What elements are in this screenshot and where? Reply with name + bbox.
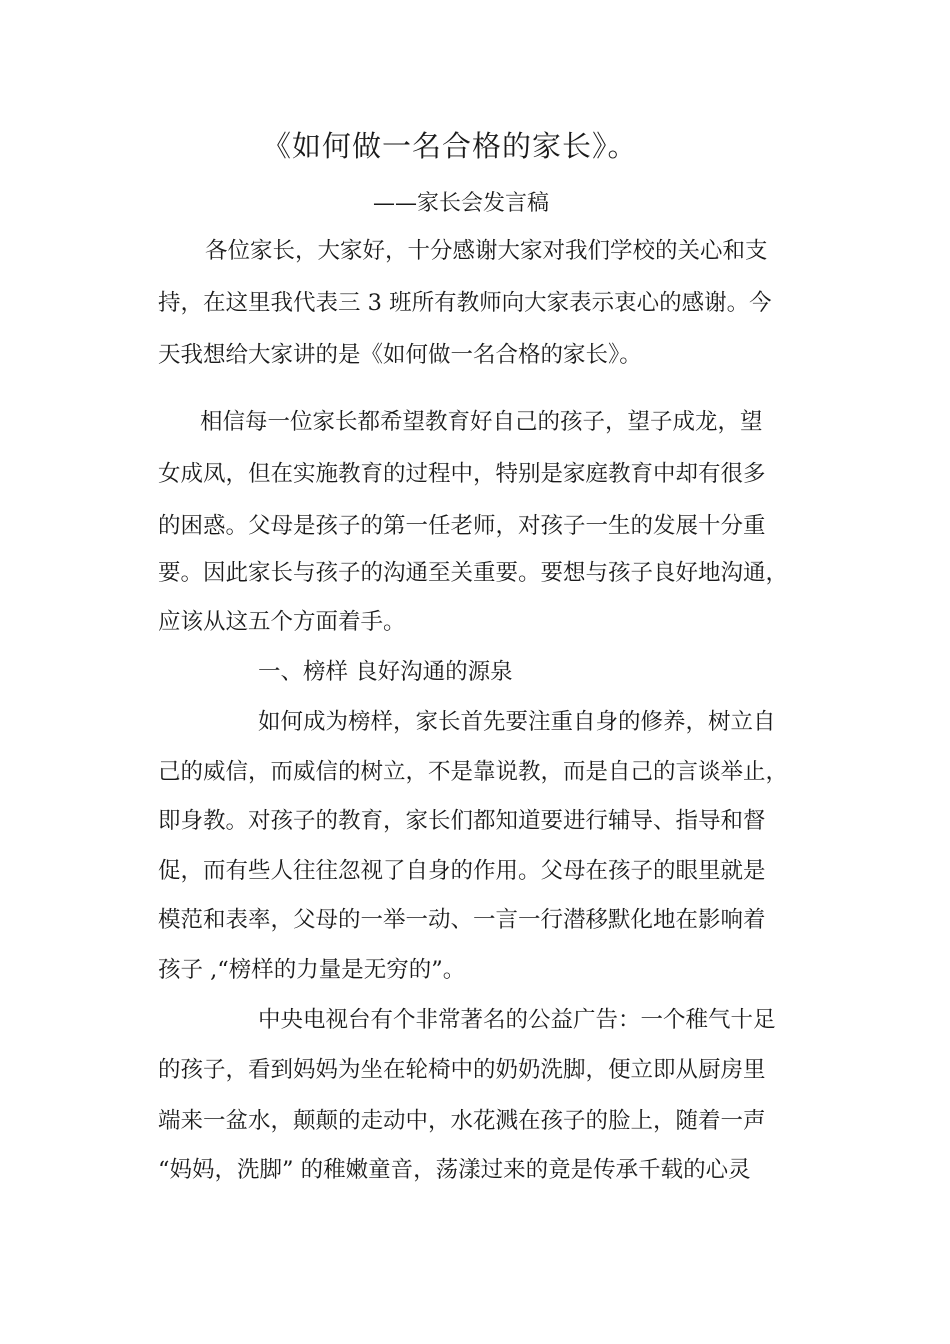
paragraph-line: 相信每一位家长都希望教育好自己的孩子，望子成龙，望 (200, 409, 763, 435)
paragraph-line: 中央电视台有个非常著名的公益广告：一个稚气十足 (258, 1007, 776, 1033)
paragraph-line: 女成凤，但在实施教育的过程中，特别是家庭教育中却有很多 (158, 461, 766, 487)
section-heading: 一、榜样 良好沟通的源泉 (258, 659, 513, 685)
paragraph-line: 即身教。对孩子的教育，家长们都知道要进行辅导、指导和督 (158, 808, 766, 834)
paragraph-line: 的孩子，看到妈妈为坐在轮椅中的奶奶洗脚，便立即从厨房里 (158, 1057, 766, 1083)
document-subtitle: ——家长会发言稿 (373, 191, 550, 216)
paragraph-line: 促，而有些人往往忽视了自身的作用。父母在孩子的眼里就是 (158, 858, 766, 884)
paragraph-line: 的困惑。父母是孩子的第一任老师，对孩子一生的发展十分重 (158, 513, 766, 539)
paragraph-line: 要。因此家长与孩子的沟通至关重要。要想与孩子良好地沟通， (158, 560, 789, 586)
paragraph-line: 应该从这五个方面着手。 (158, 609, 406, 635)
paragraph-line: 模范和表率，父母的一举一动、一言一行潜移默化地在影响着 (158, 907, 766, 933)
paragraph-line: 各位家长，大家好，十分感谢大家对我们学校的关心和支 (205, 238, 768, 264)
paragraph-line: 持，在这里我代表三 3 班所有教师向大家表示衷心的感谢。今 (158, 290, 772, 316)
paragraph-line: 己的威信，而威信的树立，不是靠说教，而是自己的言谈举止， (158, 759, 789, 785)
paragraph-line: 如何成为榜样，家长首先要注重自身的修养，树立自 (258, 709, 776, 735)
paragraph-line: 天我想给大家讲的是《如何做一名合格的家长》。 (158, 342, 642, 368)
paragraph-line: 孩子 ,“榜样的力量是无穷的”。 (158, 957, 466, 983)
paragraph-line: “妈妈，洗脚” 的稚嫩童音，荡漾过来的竟是传承千载的心灵 (158, 1157, 751, 1183)
document-title: 《如何做一名合格的家长》。 (262, 129, 638, 163)
paragraph-line: 端来一盆水，颠颠的走动中，水花溅在孩子的脸上，随着一声 (158, 1108, 766, 1134)
